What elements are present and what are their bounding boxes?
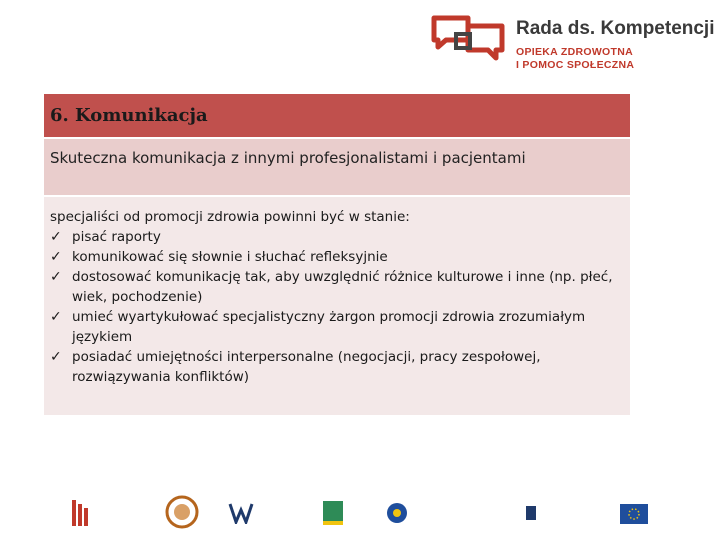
eu-funds-icon [386,500,408,526]
logo-subtitle-line-2: I POMOC SPOŁECZNA [516,59,635,71]
section-title-row [44,94,630,139]
list-item-text: komunikować się słownie i słuchać refleksyjnie [72,249,388,265]
logo-subtitle [516,46,634,72]
section-body [44,197,630,415]
checkmark-icon: ✓ [50,269,62,285]
list-item [50,347,622,387]
list-item-text: posiadać umiejętności interpersonalne (negocjacji, pracy zespołowej, rozwiązywania konfliktów) [72,349,541,385]
list-item [50,227,622,247]
parp-wordmark-icon [488,502,538,526]
lazarski-logo [164,494,204,532]
parp-logo [488,494,538,532]
eu-funds-logo [386,494,462,532]
pwwz-logo [322,494,346,532]
list-item-text: pisać raporty [72,229,161,245]
checkmark-icon: ✓ [50,349,62,365]
polish-agency-logo [70,494,140,532]
checkmark-icon: ✓ [50,229,62,245]
content-table [44,94,630,415]
speech-bubbles-icon [430,12,506,70]
competency-list [50,227,622,387]
list-item [50,307,622,347]
red-stripes-icon [70,498,90,528]
section-intro: specjaliści od promocji zdrowia powinni być w stanie: [50,209,410,225]
logo-title: Rada ds. Kompetencji [516,18,715,39]
list-item-text: dostosować komunikację tak, aby uwzględnić różnice kulturowe i inne (np. płeć, wiek, pochodzenie) [72,269,613,305]
eu-flag-icon [620,504,648,524]
list-item [50,247,622,267]
checkmark-icon: ✓ [50,309,62,325]
section-subtitle: Skuteczna komunikacja z innymi profesjonalistami i pacjentami [44,139,630,197]
uczelnia-logo [228,494,294,532]
list-item [50,267,622,307]
footer-logos [60,494,660,534]
section-title: 6. Komunikacja [50,105,208,126]
w-mark-icon [228,502,254,524]
green-leaf-icon [322,500,344,526]
crest-icon [164,494,200,530]
checkmark-icon: ✓ [50,249,62,265]
logo-subtitle-line-1: OPIEKA ZDROWOTNA [516,46,633,58]
list-item-text: umieć wyartykułować specjalistyczny żargon promocji zdrowia zrozumiałym językiem [72,309,586,345]
eu-union-logo [564,494,650,532]
rada-logo [430,12,715,72]
